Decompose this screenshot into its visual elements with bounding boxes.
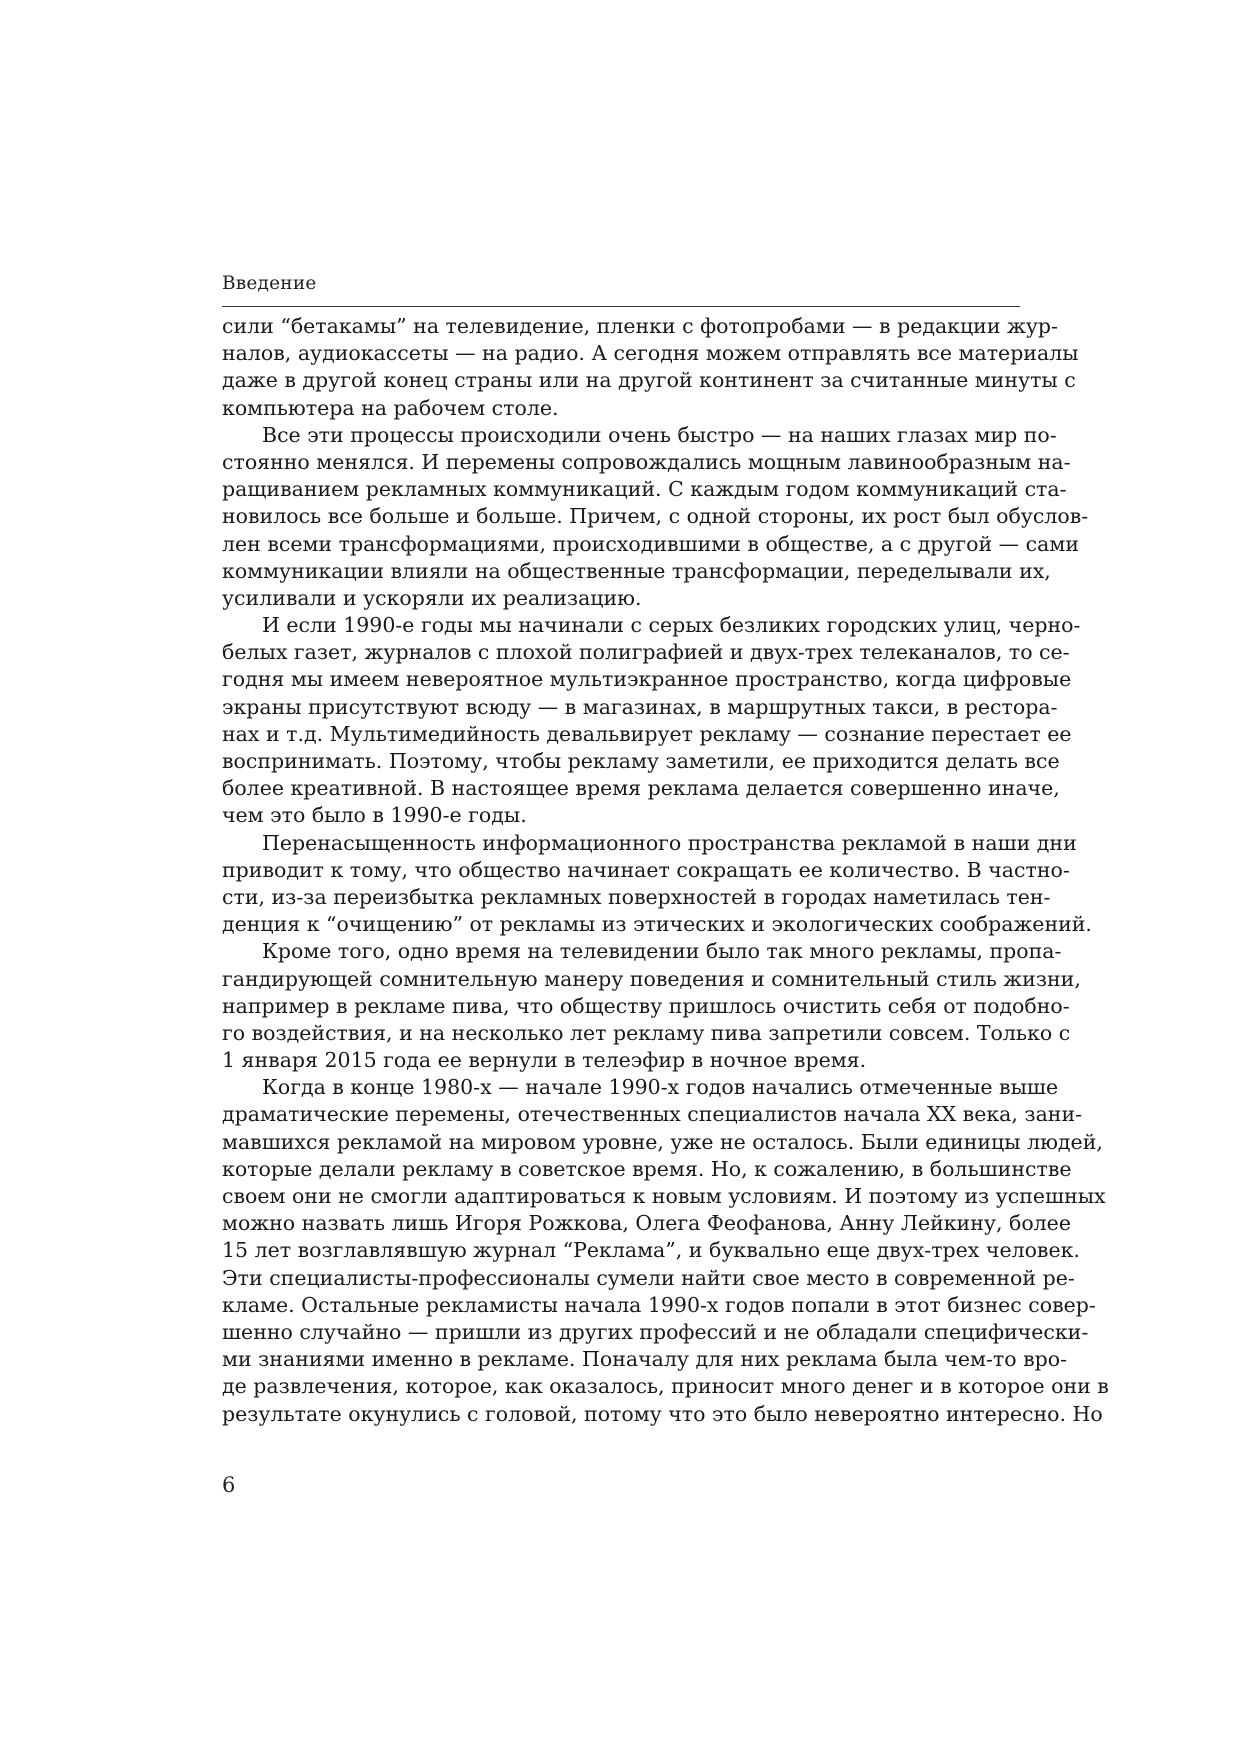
text-line: чем это было в 1990-е годы. — [222, 803, 527, 828]
paragraph — [222, 612, 1081, 830]
text-line: компьютера на рабочем столе. — [222, 395, 559, 420]
body-text — [222, 313, 1109, 1428]
text-line: де развлечения, которое, как оказалось, приносит много денег и в которое они в — [222, 1374, 1109, 1399]
paragraph — [222, 313, 1079, 422]
text-line: более креативной. В настоящее время реклама делается совершенно иначе, — [222, 776, 1060, 801]
text-line: 1 января 2015 года ее вернули в телеэфир в ночное время. — [222, 1048, 867, 1073]
text-line: кламе. Остальные рекламисты начала 1990-х годов попали в этот бизнес совер- — [222, 1292, 1096, 1317]
text-line: гандирующей сомнительную манеру поведения и сомнительный стиль жизни, — [222, 966, 1081, 991]
text-line: результате окунулись с головой, потому что это было невероятно интересно. Но — [222, 1401, 1103, 1426]
text-line: Эти специалисты-профессионалы сумели найти свое место в современной ре- — [222, 1265, 1075, 1290]
text-line: Все эти процессы происходили очень быстро — на наших глазах мир по- — [262, 422, 1057, 447]
text-line: шенно случайно — пришли из других профессий и не обладали специфически- — [222, 1319, 1089, 1344]
text-line: своем они не смогли адаптироваться к новым условиям. И поэтому из успешных — [222, 1184, 1106, 1208]
text-line: ращиванием рекламных коммуникаций. С каждым годом коммуникаций ста- — [222, 477, 1067, 502]
text-line: новилось все больше и больше. Причем, с одной стороны, их рост был обуслов- — [222, 504, 1089, 529]
text-line: лен всеми трансформациями, происходившими в обществе, а с другой — сами — [222, 531, 1079, 556]
text-line: 15 лет возглавлявшую журнал “Реклама”, и буквально еще двух-трех человек. — [222, 1238, 1080, 1263]
page-number: 6 — [222, 1473, 236, 1497]
text-line: стоянно менялся. И перемены сопровождались мощным лавинообразным на- — [222, 449, 1071, 474]
text-line: даже в другой конец страны или на другой континент за считанные минуты с — [222, 368, 1076, 393]
paragraph — [222, 938, 1081, 1074]
text-line: денция к “очищению” от рекламы из этических и экологических соображений. — [222, 912, 1092, 937]
text-line: которые делали рекламу в советское время. Но, к сожалению, в большинстве — [222, 1156, 1072, 1181]
text-line: ми знаниями именно в рекламе. Поначалу для них реклама была чем-то вро- — [222, 1347, 1068, 1372]
text-line: приводит к тому, что общество начинает сокращать ее количество. В частно- — [222, 857, 1070, 882]
text-line: Когда в конце 1980-х — начале 1990-х годов начались отмеченные выше — [262, 1075, 1059, 1100]
text-line: драматические перемены, отечественных специалистов начала XX века, зани- — [222, 1102, 1083, 1127]
text-line: усиливали и ускоряли их реализацию. — [222, 585, 642, 610]
header-rule — [222, 306, 1020, 307]
text-line: Перенасыщенность информационного пространства рекламой в наши дни — [262, 830, 1077, 855]
text-line: го воздействия, и на несколько лет рекламу пива запретили совсем. Только с — [222, 1020, 1071, 1045]
text-line: мавшихся рекламой на мировом уровне, уже не осталось. Были единицы людей, — [222, 1129, 1103, 1154]
text-line: можно назвать лишь Игоря Рожкова, Олега Феофанова, Анну Лейкину, более — [222, 1211, 1071, 1236]
text-line: И если 1990-е годы мы начинали с серых безликих городских улиц, черно- — [262, 613, 1081, 638]
running-head: Введение — [222, 273, 317, 294]
text-line: экраны присутствуют всюду — в магазинах, в маршрутных такси, в рестора- — [222, 694, 1058, 719]
text-line: например в рекламе пива, что обществу пришлось очистить себя от подобно- — [222, 993, 1070, 1018]
text-line: нах и т.д. Мультимедийность девальвирует рекламу — сознание перестает ее — [222, 721, 1072, 746]
text-line: сти, из-за переизбытка рекламных поверхностей в городах наметилась тен- — [222, 884, 1051, 909]
paragraph — [222, 1074, 1109, 1427]
text-line: воспринимать. Поэтому, чтобы рекламу заметили, ее приходится делать все — [222, 749, 1060, 773]
paragraph — [222, 830, 1092, 939]
text-line: белых газет, журналов с плохой полиграфией и двух-трех телеканалов, то се- — [222, 640, 1070, 665]
text-line: коммуникации влияли на общественные трансформации, переделывали их, — [222, 558, 1051, 583]
text-line: налов, аудиокассеты — на радио. А сегодня можем отправлять все материалы — [222, 341, 1079, 366]
text-line: годня мы имеем невероятное мультиэкранное пространство, когда цифровые — [222, 667, 1072, 692]
text-line: сили “бетакамы” на телевидение, пленки с фотопробами — в редакции жур- — [222, 314, 1058, 338]
paragraph — [222, 422, 1089, 612]
text-line: Кроме того, одно время на телевидении было так много рекламы, пропа- — [262, 939, 1062, 964]
